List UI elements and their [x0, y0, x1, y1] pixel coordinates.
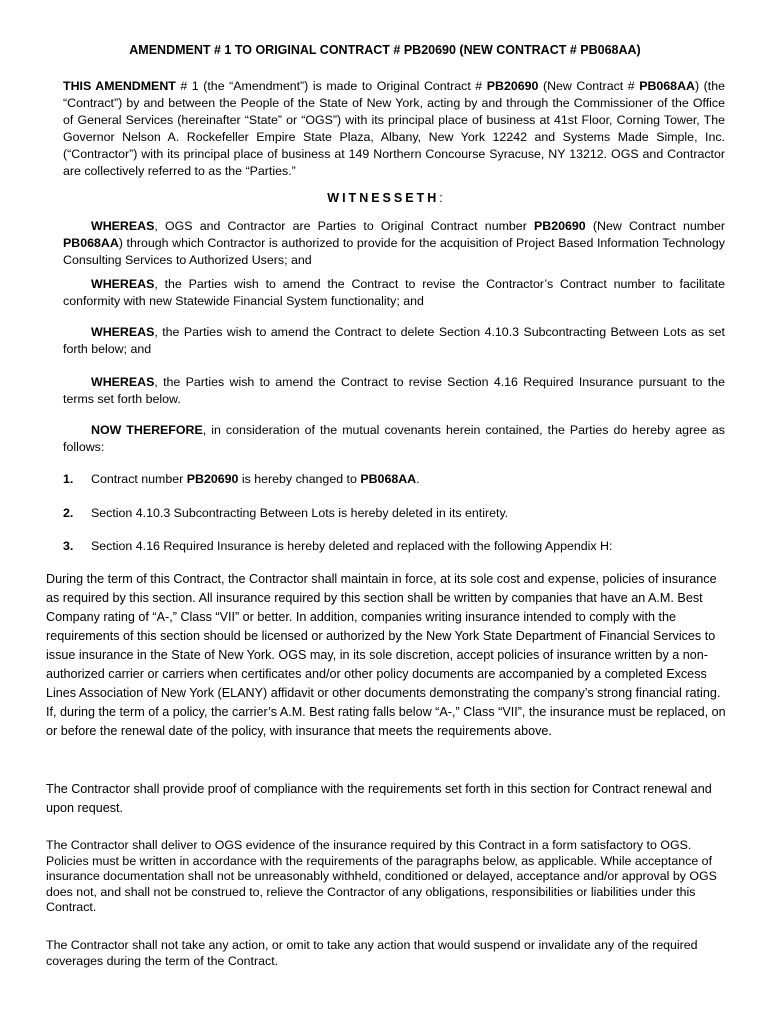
intro-lead: THIS AMENDMENT: [63, 79, 176, 93]
witnesseth-colon: :: [439, 191, 443, 205]
whereas2-text: , the Parties wish to amend the Contract to revise the Contractor’s Contract number to facilitate conformity with new Statewide Financial System functionality; and: [63, 277, 725, 308]
item-1-text-2: is hereby changed to: [238, 472, 361, 486]
item-3-text: Section 4.16 Required Insurance is hereby deleted and replaced with the following Appendix H:: [91, 539, 613, 553]
insurance-paragraph-1: During the term of this Contract, the Contractor shall maintain in force, at its sole cost and expense, policies of insurance as required by this section. All insurance required by this section shall be written by companies that have an A.M. Best Company rating of “A-,” Class “VII” or better. In addition, companies writing insurance intended to comply with the requirements of this section should be licensed or authorized by the New York State Department of Financial Services to issue insurance in the State of New York. OGS may, in its sole discretion, accept policies of insurance written by a non-authorized carrier or carriers when certificates and/or other policy documents are accompanied by a completed Excess Lines Association of New York (ELANY) affidavit or other documents demonstrating the company’s strong financial rating. If, during the term of a policy, the carrier’s A.M. Best rating falls below “A-,” Class “VII”, the insurance must be replaced, on or before the renewal date of the policy, with insurance that meets the requirements above.: [46, 572, 726, 738]
now-therefore-text: , in consideration of the mutual covenants herein contained, the Parties do hereby agree as follows:: [63, 423, 726, 454]
item-1-text: [91, 472, 420, 486]
original-contract-number: PB20690: [486, 79, 539, 93]
item-1-number: 1.: [63, 472, 74, 486]
intro-paragraph: [63, 78, 725, 180]
insurance-paragraph-4: The Contractor shall not take any action, or omit to take any action that would suspend or invalidate any of the required coverages during the term of the Contract.: [46, 938, 698, 968]
insurance-paragraph-2: The Contractor shall provide proof of compliance with the requirements set forth in this section for Contract renewal and upon request.: [46, 782, 712, 815]
whereas4-text: , the Parties wish to amend the Contract to revise Section 4.16 Required Insurance pursuant to the terms set forth below.: [63, 375, 725, 406]
whereas-lead: WHEREAS: [91, 375, 155, 389]
whereas1-text-2: (New Contract number: [585, 219, 725, 233]
witnesseth-label: WITNESSETH: [327, 191, 440, 205]
document-title: AMENDMENT # 1 TO ORIGINAL CONTRACT # PB20690 (NEW CONTRACT # PB068AA): [129, 43, 641, 57]
whereas1-original-number: PB20690: [534, 219, 586, 233]
item-1-new-number: PB068AA: [360, 472, 417, 486]
whereas1-text-3: ) through which Contractor is authorized to provide for the acquisition of Project Based Information Technology Consulting Services to Authorized Users; and: [63, 236, 725, 267]
whereas-paragraph-2: [63, 276, 725, 310]
whereas-lead: WHEREAS: [91, 219, 155, 233]
whereas-lead: WHEREAS: [91, 277, 155, 291]
item-2-number: 2.: [63, 506, 74, 520]
item-1-text-3: .: [416, 472, 420, 486]
now-therefore-paragraph: [63, 422, 725, 456]
item-1-old-number: PB20690: [186, 472, 239, 486]
intro-text-2: (New Contract #: [538, 79, 640, 93]
item-2-text: Section 4.10.3 Subcontracting Between Lots is hereby deleted in its entirety.: [91, 506, 509, 520]
insurance-paragraph-3: The Contractor shall deliver to OGS evidence of the insurance required by this Contract in a form satisfactory to OGS. Policies must be written in accordance with the requirements of the paragraphs below, as applicable. While acceptance of insurance documentation shall not be unreasonably withheld, conditioned or delayed, acceptance and/or approval by OGS does not, and shall not be construed to, relieve the Contractor of any obligations, responsibilities or liabilities under this Contract.: [46, 838, 717, 914]
item-3-number: 3.: [63, 539, 74, 553]
whereas-paragraph-1: [63, 218, 725, 269]
intro-text-3: ) (the “Contract”) by and between the People of the State of New York, acting by and through the Commissioner of the Office of General Services (hereinafter “State” or “OGS”) with its principal place of business at 41st Floor, Corning Tower, The Governor Nelson A. Rockefeller Empire State Plaza, Albany, New York 12242 and Systems Made Simple, Inc. (“Contractor”) with its principal place of business at 149 Northern Concourse Syracuse, NY 13212. OGS and Contractor are collectively referred to as the “Parties.”: [63, 79, 725, 178]
item-1-text-1: Contract number: [91, 472, 187, 486]
whereas3-text: , the Parties wish to amend the Contract to delete Section 4.10.3 Subcontracting Between Lots as set forth below; and: [63, 325, 725, 356]
now-therefore-lead: NOW THEREFORE: [91, 423, 203, 437]
new-contract-number: PB068AA: [639, 79, 695, 93]
whereas-lead: WHEREAS: [91, 325, 155, 339]
whereas1-text-1: , OGS and Contractor are Parties to Original Contract number: [154, 219, 535, 233]
whereas-paragraph-3: [63, 324, 725, 358]
witnesseth-heading: [40, 191, 730, 205]
whereas-paragraph-4: [63, 374, 725, 408]
whereas1-new-number: PB068AA: [63, 236, 119, 250]
intro-text-1: # 1 (the “Amendment”) is made to Original Contract #: [175, 79, 487, 93]
